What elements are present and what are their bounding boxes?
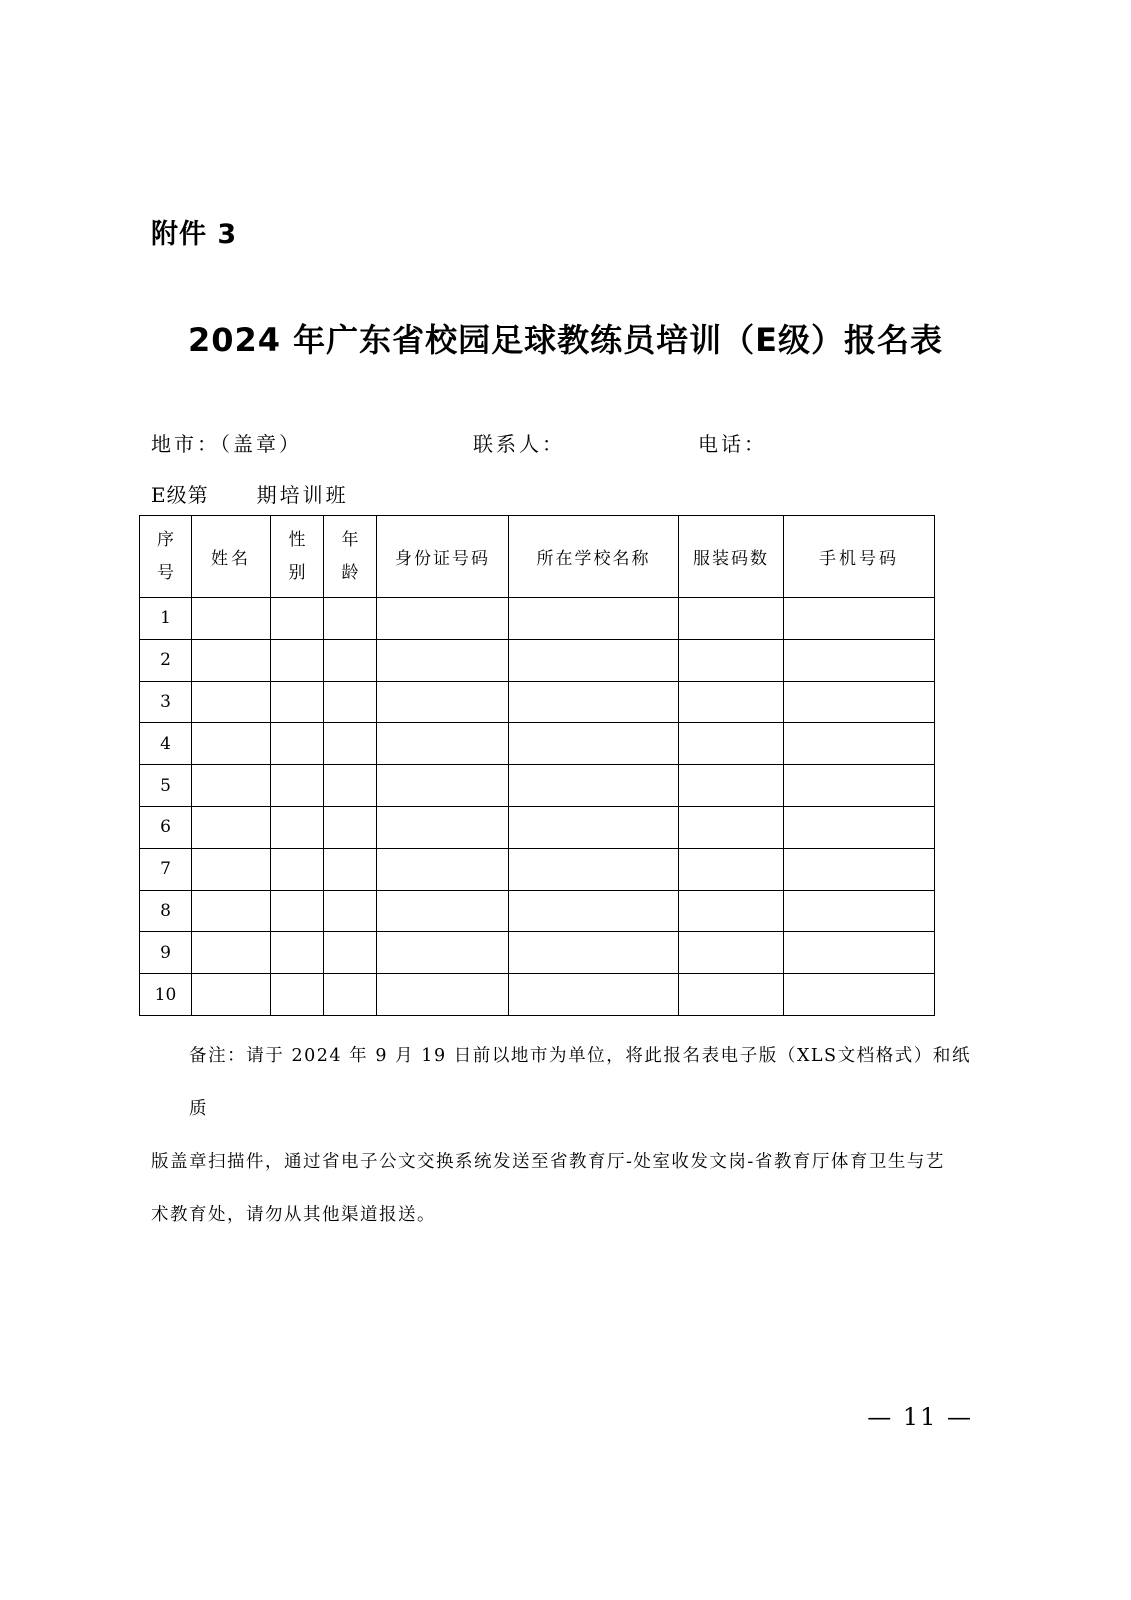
age-cell[interactable] [324,723,377,765]
school-cell[interactable] [509,598,679,640]
gender-cell[interactable] [271,974,324,1016]
age-cell[interactable] [324,765,377,807]
header-clothing-size: 服装码数 [679,516,784,598]
name-cell[interactable] [192,890,271,932]
class-line-prefix: E级第 [151,483,209,507]
school-cell[interactable] [509,639,679,681]
clothing-size-cell[interactable] [679,765,784,807]
table-row [140,974,935,1016]
row-seq-cell: 4 [140,723,192,765]
table-row [140,890,935,932]
age-cell[interactable] [324,681,377,723]
gender-cell[interactable] [271,681,324,723]
row-seq-cell: 5 [140,765,192,807]
id-number-cell[interactable] [377,974,509,1016]
gender-cell[interactable] [271,848,324,890]
row-seq-cell: 6 [140,806,192,848]
gender-cell[interactable] [271,639,324,681]
row-seq-cell: 9 [140,932,192,974]
school-cell[interactable] [509,974,679,1016]
mobile-cell[interactable] [784,974,935,1016]
header-id-number: 身份证号码 [377,516,509,598]
clothing-size-cell[interactable] [679,723,784,765]
clothing-size-cell[interactable] [679,974,784,1016]
note-line: 备注：请于 2024 年 9 月 19 日前以地市为单位，将此报名表电子版（XLS文档格式）和纸质 [189,1046,971,1119]
note-line: 术教育处，请勿从其他渠道报送。 [151,1205,436,1225]
table-row [140,806,935,848]
gender-cell[interactable] [271,765,324,807]
table-row [140,765,935,807]
row-seq-cell: 2 [140,639,192,681]
mobile-cell[interactable] [784,723,935,765]
age-cell[interactable] [324,639,377,681]
page-number: — 11 — [867,1403,973,1431]
mobile-cell[interactable] [784,806,935,848]
age-cell[interactable] [324,890,377,932]
age-cell[interactable] [324,932,377,974]
row-seq-cell: 7 [140,848,192,890]
table-row [140,598,935,640]
name-cell[interactable] [192,681,271,723]
mobile-cell[interactable] [784,890,935,932]
city-field-label: 地市：（盖章） [151,432,302,456]
age-cell[interactable] [324,598,377,640]
row-seq-cell: 10 [140,974,192,1016]
name-cell[interactable] [192,598,271,640]
age-cell[interactable] [324,848,377,890]
header-seq: 序号 [140,516,192,598]
name-cell[interactable] [192,639,271,681]
id-number-cell[interactable] [377,890,509,932]
class-line [151,479,349,508]
id-number-cell[interactable] [377,806,509,848]
gender-cell[interactable] [271,890,324,932]
name-cell[interactable] [192,848,271,890]
clothing-size-cell[interactable] [679,848,784,890]
table-row [140,848,935,890]
table-row [140,639,935,681]
school-cell[interactable] [509,890,679,932]
age-cell[interactable] [324,974,377,1016]
mobile-cell[interactable] [784,932,935,974]
age-cell[interactable] [324,806,377,848]
mobile-cell[interactable] [784,848,935,890]
clothing-size-cell[interactable] [679,890,784,932]
school-cell[interactable] [509,681,679,723]
gender-cell[interactable] [271,806,324,848]
id-number-cell[interactable] [377,765,509,807]
school-cell[interactable] [509,723,679,765]
table-row [140,681,935,723]
mobile-cell[interactable] [784,598,935,640]
table-row [140,932,935,974]
mobile-cell[interactable] [784,681,935,723]
school-cell[interactable] [509,848,679,890]
registration-table [139,515,935,1016]
clothing-size-cell[interactable] [679,639,784,681]
class-line-suffix: 期培训班 [256,483,349,507]
id-number-cell[interactable] [377,598,509,640]
note-line: 版盖章扫描件，通过省电子公文交换系统发送至省教育厅-处室收发文岗-省教育厅体育卫生与艺 [151,1152,945,1172]
table-header-row [140,516,935,598]
school-cell[interactable] [509,806,679,848]
id-number-cell[interactable] [377,639,509,681]
id-number-cell[interactable] [377,848,509,890]
id-number-cell[interactable] [377,932,509,974]
id-number-cell[interactable] [377,681,509,723]
gender-cell[interactable] [271,723,324,765]
form-title: 2024 年广东省校园足球教练员培训（E级）报名表 [187,321,944,359]
clothing-size-cell[interactable] [679,598,784,640]
gender-cell[interactable] [271,598,324,640]
id-number-cell[interactable] [377,723,509,765]
table-row [140,723,935,765]
gender-cell[interactable] [271,932,324,974]
header-age: 年龄 [324,516,377,598]
school-cell[interactable] [509,932,679,974]
clothing-size-cell[interactable] [679,806,784,848]
clothing-size-cell[interactable] [679,681,784,723]
name-cell[interactable] [192,765,271,807]
mobile-cell[interactable] [784,639,935,681]
school-cell[interactable] [509,765,679,807]
name-cell[interactable] [192,806,271,848]
row-seq-cell: 8 [140,890,192,932]
phone-field-label: 电话： [698,432,767,456]
mobile-cell[interactable] [784,765,935,807]
name-cell[interactable] [192,974,271,1016]
attachment-label: 附件 3 [151,219,238,250]
name-cell[interactable] [192,932,271,974]
contact-field-label: 联系人： [473,432,565,456]
header-gender: 性别 [271,516,324,598]
clothing-size-cell[interactable] [679,932,784,974]
header-mobile: 手机号码 [784,516,935,598]
header-name: 姓名 [192,516,271,598]
name-cell[interactable] [192,723,271,765]
row-seq-cell: 1 [140,598,192,640]
header-school: 所在学校名称 [509,516,679,598]
note [151,1030,971,1242]
row-seq-cell: 3 [140,681,192,723]
